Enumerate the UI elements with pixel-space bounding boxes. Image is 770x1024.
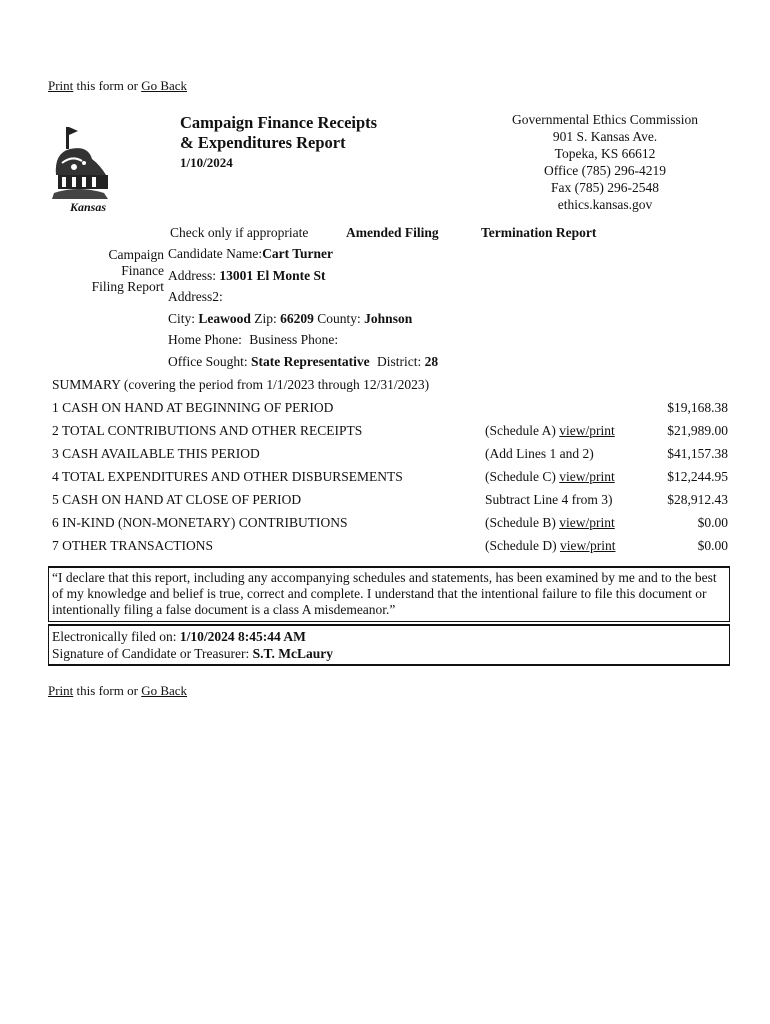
schedule-label: (Schedule B) (485, 515, 556, 530)
address2-row (168, 289, 223, 305)
agency-name: Governmental Ethics Commission (512, 112, 698, 127)
filed-value: 1/10/2024 8:45:44 AM (179, 629, 306, 644)
filed-label: Electronically filed on: (52, 629, 177, 644)
report-date: 1/10/2024 (180, 155, 233, 170)
agency-fax: Fax (785) 296-2548 (551, 180, 659, 195)
kansas-seal-icon (48, 115, 130, 215)
summary-row (52, 423, 728, 446)
summary-row-label: 4 TOTAL EXPENDITURES AND OTHER DISBURSEMENTS (52, 469, 403, 484)
summary-row (52, 538, 728, 561)
filed-row (52, 628, 726, 645)
summary-row-amount: $21,989.00 (667, 423, 728, 438)
summary-row-amount: $0.00 (697, 538, 728, 553)
go-back-link-bottom[interactable]: Go Back (141, 683, 188, 698)
agency-block (494, 111, 716, 213)
summary-row (52, 400, 728, 423)
seal-text: Kansas (69, 200, 107, 214)
summary-row-schedule (485, 538, 615, 554)
summary-row-schedule (485, 423, 615, 439)
schedule-c-view-print-link[interactable]: view/print (559, 469, 615, 484)
filing-side-label (72, 247, 164, 295)
go-back-link-top[interactable]: Go Back (141, 78, 188, 93)
city-row (168, 311, 412, 327)
county-value: Johnson (364, 311, 413, 326)
county-label: County: (317, 311, 361, 326)
schedule-label: (Schedule C) (485, 469, 556, 484)
address2-label: Address2: (168, 289, 223, 304)
district-value: 28 (424, 354, 439, 369)
agency-city: Topeka, KS 66612 (554, 146, 656, 161)
summary-title: SUMMARY (covering the period from 1/1/2023 through 12/31/2023) (52, 377, 430, 392)
print-link-bottom[interactable]: Print (48, 683, 74, 698)
summary-row (52, 446, 728, 469)
candidate-label: Candidate Name: (168, 246, 263, 261)
summary-row (52, 469, 728, 492)
summary-row (52, 492, 728, 515)
zip-label: Zip: (254, 311, 277, 326)
check-row (170, 225, 308, 241)
summary-row-label: 1 CASH ON HAND AT BEGINNING OF PERIOD (52, 400, 334, 415)
summary-row (52, 515, 728, 538)
address-value: 13001 El Monte St (219, 268, 326, 283)
summary-row-amount: $19,168.38 (667, 400, 728, 415)
agency-office-phone: Office (785) 296-4219 (544, 163, 666, 178)
nav-text-top: this form or (76, 78, 138, 93)
side-label-line3: Filing Report (91, 279, 164, 294)
filed-box (48, 624, 730, 666)
schedule-label: (Schedule A) (485, 423, 556, 438)
report-title-line2: & Expenditures Report (180, 133, 346, 152)
home-phone-label: Home Phone: (168, 332, 242, 347)
check-label: Check only if appropriate (170, 225, 309, 240)
summary-row-schedule: (Add Lines 1 and 2) (485, 446, 594, 461)
summary-row-schedule (485, 469, 615, 485)
district-label: District: (376, 354, 422, 369)
report-title-block (180, 113, 377, 173)
summary-row-label: 6 IN-KIND (NON-MONETARY) CONTRIBUTIONS (52, 515, 348, 530)
summary-row-amount: $41,157.38 (667, 446, 728, 461)
office-label: Office Sought: (168, 354, 248, 369)
summary-row-amount: $0.00 (697, 515, 728, 530)
summary-row-amount: $12,244.95 (667, 469, 728, 484)
print-link-top[interactable]: Print (48, 78, 74, 93)
signature-value: S.T. McLaury (252, 646, 333, 661)
summary-row-schedule: Subtract Line 4 from 3) (485, 492, 613, 507)
candidate-row (168, 246, 333, 262)
summary-row-amount: $28,912.43 (667, 492, 728, 507)
summary-row-label: 5 CASH ON HAND AT CLOSE OF PERIOD (52, 492, 302, 507)
side-label-line2: Finance (121, 263, 164, 278)
office-row (168, 354, 438, 370)
bottom-nav (48, 683, 187, 699)
schedule-label: (Schedule D) (485, 538, 557, 553)
city-label: City: (168, 311, 196, 326)
city-value: Leawood (198, 311, 251, 326)
declaration-box: “I declare that this report, including any accompanying schedules and statements, has been examined by me and to the best of my knowledge and belief is true, correct and complete. I understand that the intentional failure to file this document or intentionally filing a false document is a class A misdemeanor.” (48, 566, 730, 622)
address-row (168, 268, 326, 284)
report-title-line1: Campaign Finance Receipts (180, 113, 378, 132)
agency-web: ethics.kansas.gov (557, 197, 653, 212)
candidate-name: Cart Turner (262, 246, 333, 261)
top-nav (48, 78, 187, 94)
schedule-a-view-print-link[interactable]: view/print (559, 423, 615, 438)
signature-row (52, 645, 726, 662)
agency-street: 901 S. Kansas Ave. (552, 129, 658, 144)
nav-text-bottom: this form or (76, 683, 138, 698)
summary-row-schedule (485, 515, 615, 531)
side-label-line1: Campaign (108, 247, 164, 262)
business-phone-label: Business Phone: (249, 332, 339, 347)
office-value: State Representative (251, 354, 370, 369)
schedule-d-view-print-link[interactable]: view/print (559, 538, 616, 553)
signature-label: Signature of Candidate or Treasurer: (52, 646, 250, 661)
schedule-b-view-print-link[interactable]: view/print (559, 515, 615, 530)
amended-filing-flag: Amended Filing (346, 225, 439, 240)
termination-report-flag: Termination Report (481, 225, 597, 240)
summary-row-label: 3 CASH AVAILABLE THIS PERIOD (52, 446, 260, 461)
summary-row-label: 7 OTHER TRANSACTIONS (52, 538, 214, 553)
zip-value: 66209 (280, 311, 314, 326)
phone-row (168, 332, 338, 348)
summary-row-label: 2 TOTAL CONTRIBUTIONS AND OTHER RECEIPTS (52, 423, 363, 438)
address-label: Address: (168, 268, 216, 283)
